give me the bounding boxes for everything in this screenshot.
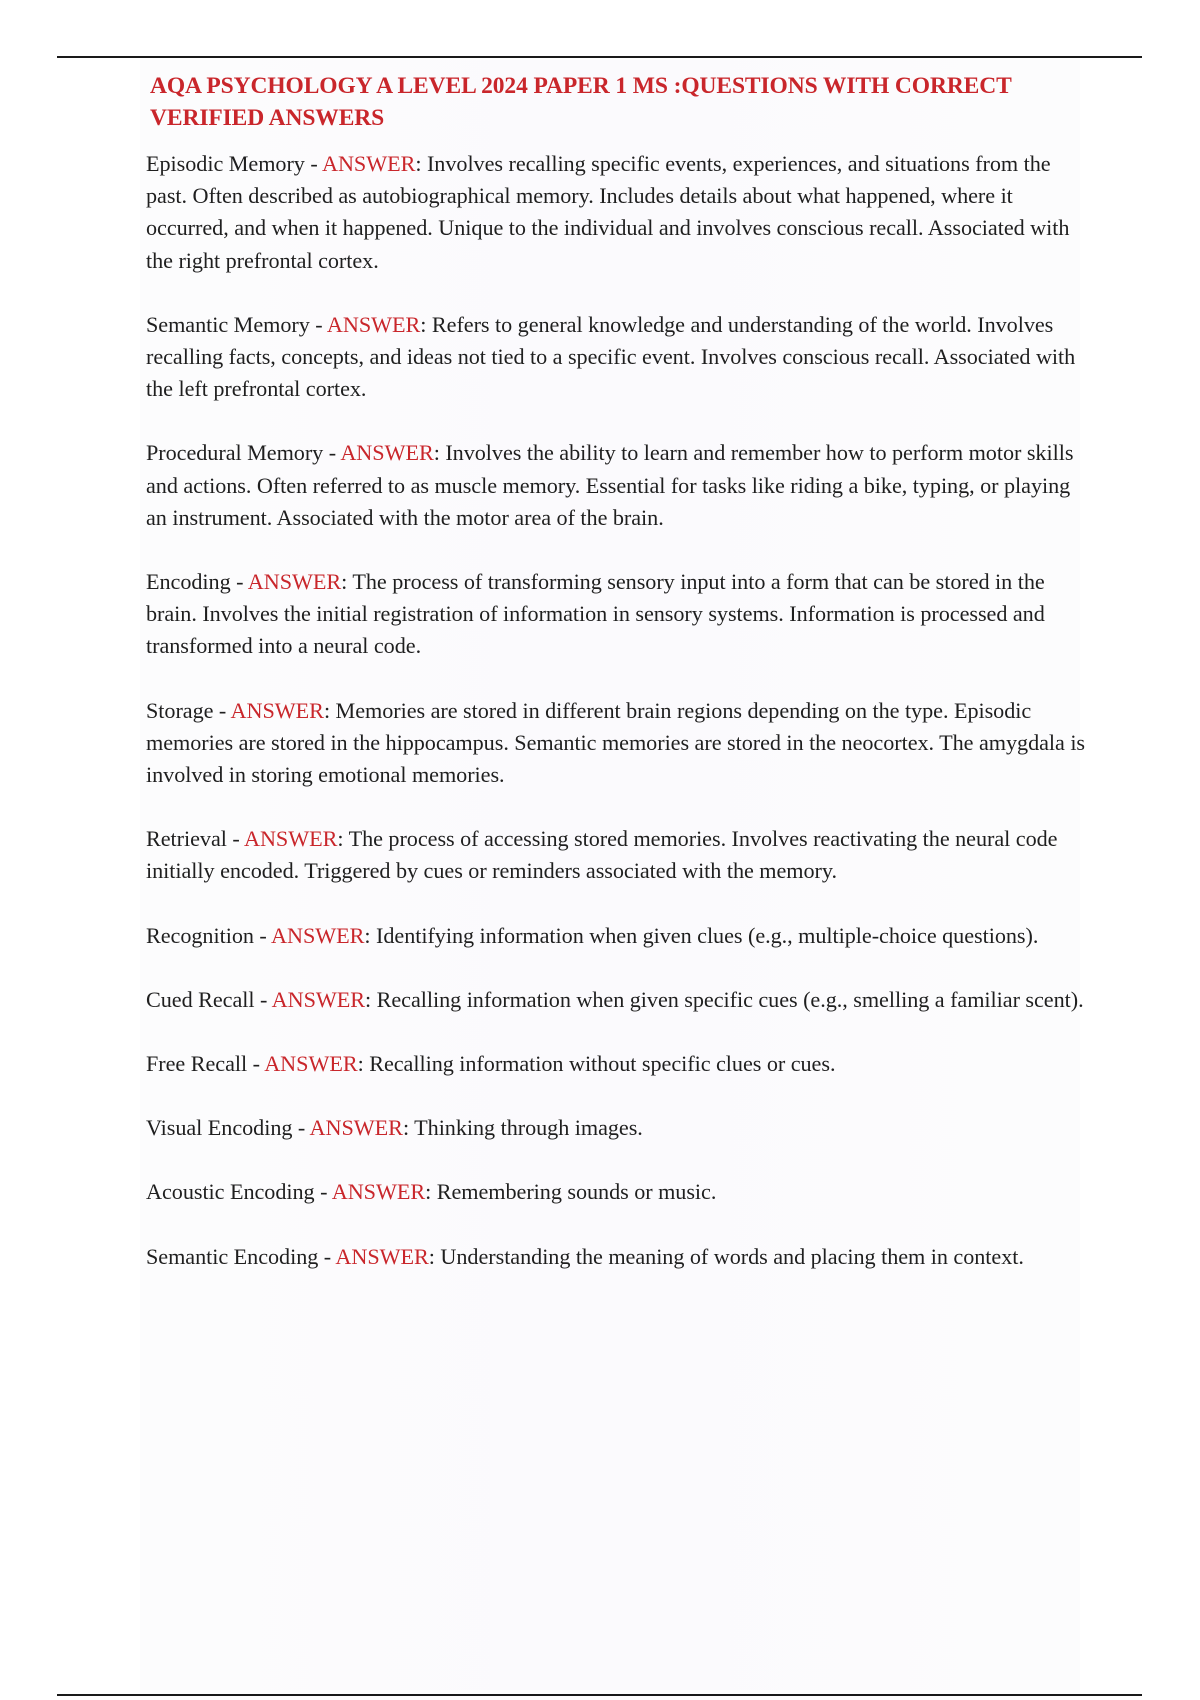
entry-semantic-memory xyxy=(146,309,1086,406)
entry-term: Recognition - xyxy=(146,922,272,948)
entry-definition: : Understanding the meaning of words and placing them in context. xyxy=(428,1243,1024,1269)
bottom-rule xyxy=(57,1694,1142,1696)
entry-term: Visual Encoding - xyxy=(146,1115,310,1141)
entry-term: Acoustic Encoding - xyxy=(146,1179,332,1205)
entry-term: Episodic Memory - xyxy=(146,151,322,176)
entry-term: Semantic Memory - xyxy=(146,311,327,337)
entry-definition: : Involves the ability to learn and remember how to perform motor skills and actions. Often referred to as muscle memory. Essential for tasks like riding a bike, typing, or playing an instrument. Associated with the motor area of the brain. xyxy=(146,440,1074,530)
entry-definition: : Recalling information without specific clues or cues. xyxy=(357,1051,836,1077)
answer-label: ANSWER xyxy=(243,826,338,852)
entry-term: Semantic Encoding - xyxy=(146,1243,336,1269)
entry-retrieval xyxy=(146,823,1086,887)
document-title: AQA PSYCHOLOGY A LEVEL 2024 PAPER 1 MS :QUESTIONS WITH CORRECT VERIFIED ANSWERS xyxy=(150,73,1012,131)
entry-semantic-encoding xyxy=(146,1241,1086,1273)
answer-label: ANSWER xyxy=(309,1115,403,1141)
entry-acoustic-encoding xyxy=(146,1176,1086,1208)
entry-cued-recall xyxy=(146,984,1086,1016)
answer-label: ANSWER xyxy=(340,440,434,466)
answer-label: ANSWER xyxy=(247,569,342,595)
entry-term: Storage - xyxy=(146,697,231,723)
entry-term: Procedural Memory - xyxy=(146,440,341,466)
answer-label: ANSWER xyxy=(230,697,324,723)
answer-label: ANSWER xyxy=(331,1179,426,1205)
entry-definition: : The process of transforming sensory input into a form that can be stored in the brain. Involves the initial registration of information in sensory systems. Information is processed and transformed into a neural code. xyxy=(146,569,1045,659)
answer-label: ANSWER xyxy=(271,986,366,1012)
entry-visual-encoding xyxy=(146,1112,1086,1144)
entry-free-recall xyxy=(146,1048,1086,1080)
entry-episodic-memory xyxy=(146,148,1086,277)
entry-term: Retrieval - xyxy=(146,826,244,852)
answer-label: ANSWER xyxy=(321,151,416,176)
entry-definition: : The process of accessing stored memories. Involves reactivating the neural code initially encoded. Triggered by cues or reminders associated with the memory. xyxy=(146,826,1058,884)
answer-label: ANSWER xyxy=(264,1051,358,1077)
entry-definition: : Refers to general knowledge and understanding of the world. Involves recalling facts, concepts, and ideas not tied to a specific event. Involves conscious recall. Associated with the left prefrontal cortex. xyxy=(146,311,1076,402)
entry-storage xyxy=(146,695,1086,792)
entry-term: Cued Recall - xyxy=(146,986,272,1012)
entry-definition: : Recalling information when given specific cues (e.g., smelling a familiar scent). xyxy=(365,986,1084,1012)
entry-definition: : Thinking through images. xyxy=(402,1115,643,1141)
entry-definition: : Involves recalling specific events, experiences, and situations from the past. Often described as autobiographical memory. Includes details about what happened, where it occurred, and when it happened. Unique to the individual and involves conscious recall. Associated with the right prefrontal cortex. xyxy=(146,151,1070,273)
answer-label: ANSWER xyxy=(326,311,421,337)
document-body xyxy=(146,70,1086,1305)
entry-definition: : Memories are stored in different brain regions depending on the type. Episodic memories are stored in the hippocampus. Semantic memories are stored in the neocortex. The amygdala is involved in storing emotional memories. xyxy=(146,697,1086,788)
entry-recognition xyxy=(146,920,1086,952)
answer-label: ANSWER xyxy=(271,922,365,948)
entry-term: Free Recall - xyxy=(146,1051,265,1077)
entry-term: Encoding - xyxy=(146,569,248,595)
entry-procedural-memory xyxy=(146,437,1086,534)
answer-label: ANSWER xyxy=(335,1243,429,1269)
entry-encoding xyxy=(146,566,1086,663)
top-rule xyxy=(57,56,1142,58)
entry-definition: : Identifying information when given clues (e.g., multiple-choice questions). xyxy=(364,922,1039,948)
entry-definition: : Remembering sounds or music. xyxy=(425,1179,717,1205)
